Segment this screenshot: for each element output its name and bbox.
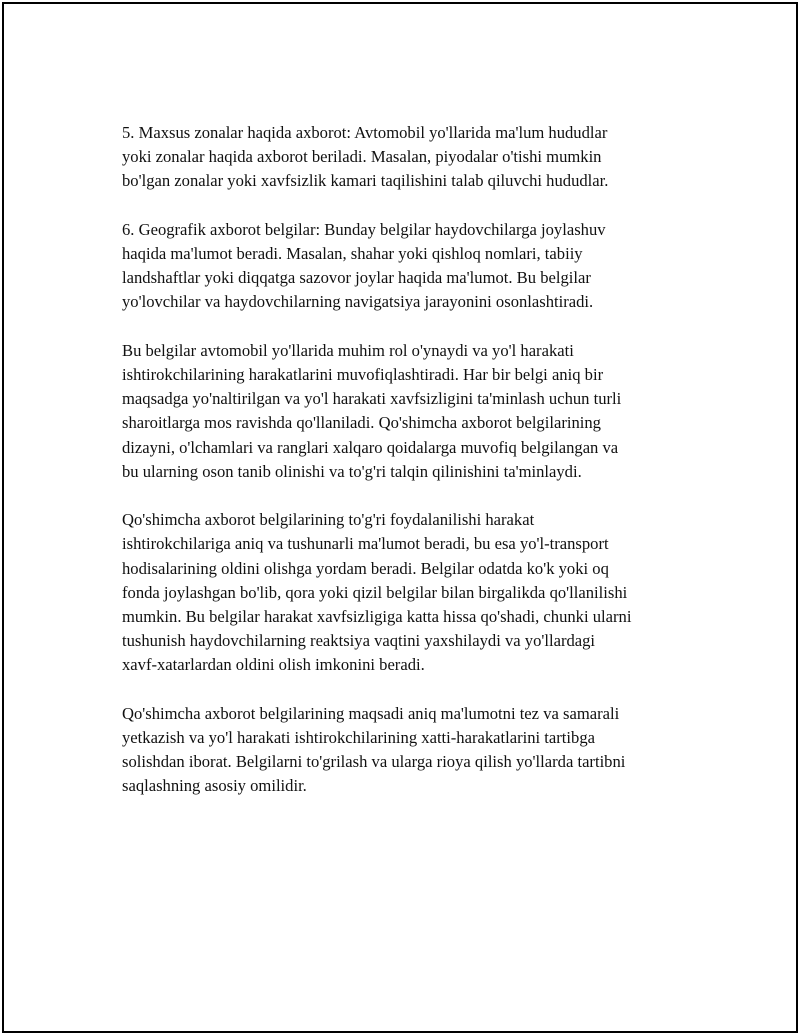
paragraph-correct-usage: Qo'shimcha axborot belgilarining to'g'ri foydalanilishi harakat ishtirokchilariga aniq va tushunarli ma'lumot beradi, bu esa yo'l-transport hodisalarining oldini olishga yordam beradi. Belgilar odatda ko'k yoki oq fonda joylashgan bo'lib, qora yoki qizil belgilar bilan birgalikda qo'llanilishi mumkin. Bu belgilar harakat xavfsizligiga katta hissa qo'shadi, chunki ularni tushunish haydovchilarning reaktsiya vaqtini yaxshilaydi va yo'llardagi xavf-xatarlardan oldini olish imkonini beradi.	[122, 510, 632, 675]
paragraph-special-zones: 5. Maxsus zonalar haqida axborot: Avtomobil yo'llarida ma'lum hududlar yoki zonalar haqida axborot beriladi. Masalan, piyodalar o'tishi mumkin bo'lgan zonalar yoki xavfsizlik kamari taqilishini talab qiluvchi hududlar.	[122, 123, 609, 191]
paragraph-role-of-signs: Bu belgilar avtomobil yo'llarida muhim rol o'ynaydi va yo'l harakati ishtirokchilarining harakatlarini muvofiqlashtiradi. Har bir belgi aniq bir maqsadga yo'naltirilgan va yo'l harakati xavfsizligini ta'minlash uchun turli sharoitlarga mos ravishda qo'llaniladi. Qo'shimcha axborot belgilarining dizayni, o'lchamlari va ranglari xalqaro qoidalarga muvofiq belgilangan va bu ularning oson tanib olinishi va to'g'ri talqin qilinishini ta'minlaydi.	[122, 340, 622, 481]
document-body	[122, 121, 702, 823]
paragraph-purpose: Qo'shimcha axborot belgilarining maqsadi aniq ma'lumotni tez va samarali yetkazish va yo'l harakati ishtirokchilarining xatti-harakatlarini tartibga solishdan iborat. Belgilarni to'grilash va ularga rioya qilish yo'llarda tartibni saqlashning asosiy omilidir.	[122, 703, 626, 796]
page-frame	[2, 2, 798, 1033]
paragraph-geographic-signs: 6. Geografik axborot belgilar: Bunday belgilar haydovchilarga joylashuv haqida ma'lumot beradi. Masalan, shahar yoki qishloq nomlari, tabiiy landshaftlar yoki diqqatga sazovor joylar haqida ma'lumot. Bu belgilar yo'lovchilar va haydovchilarning navigatsiya jarayonini osonlashtiradi.	[122, 219, 606, 312]
